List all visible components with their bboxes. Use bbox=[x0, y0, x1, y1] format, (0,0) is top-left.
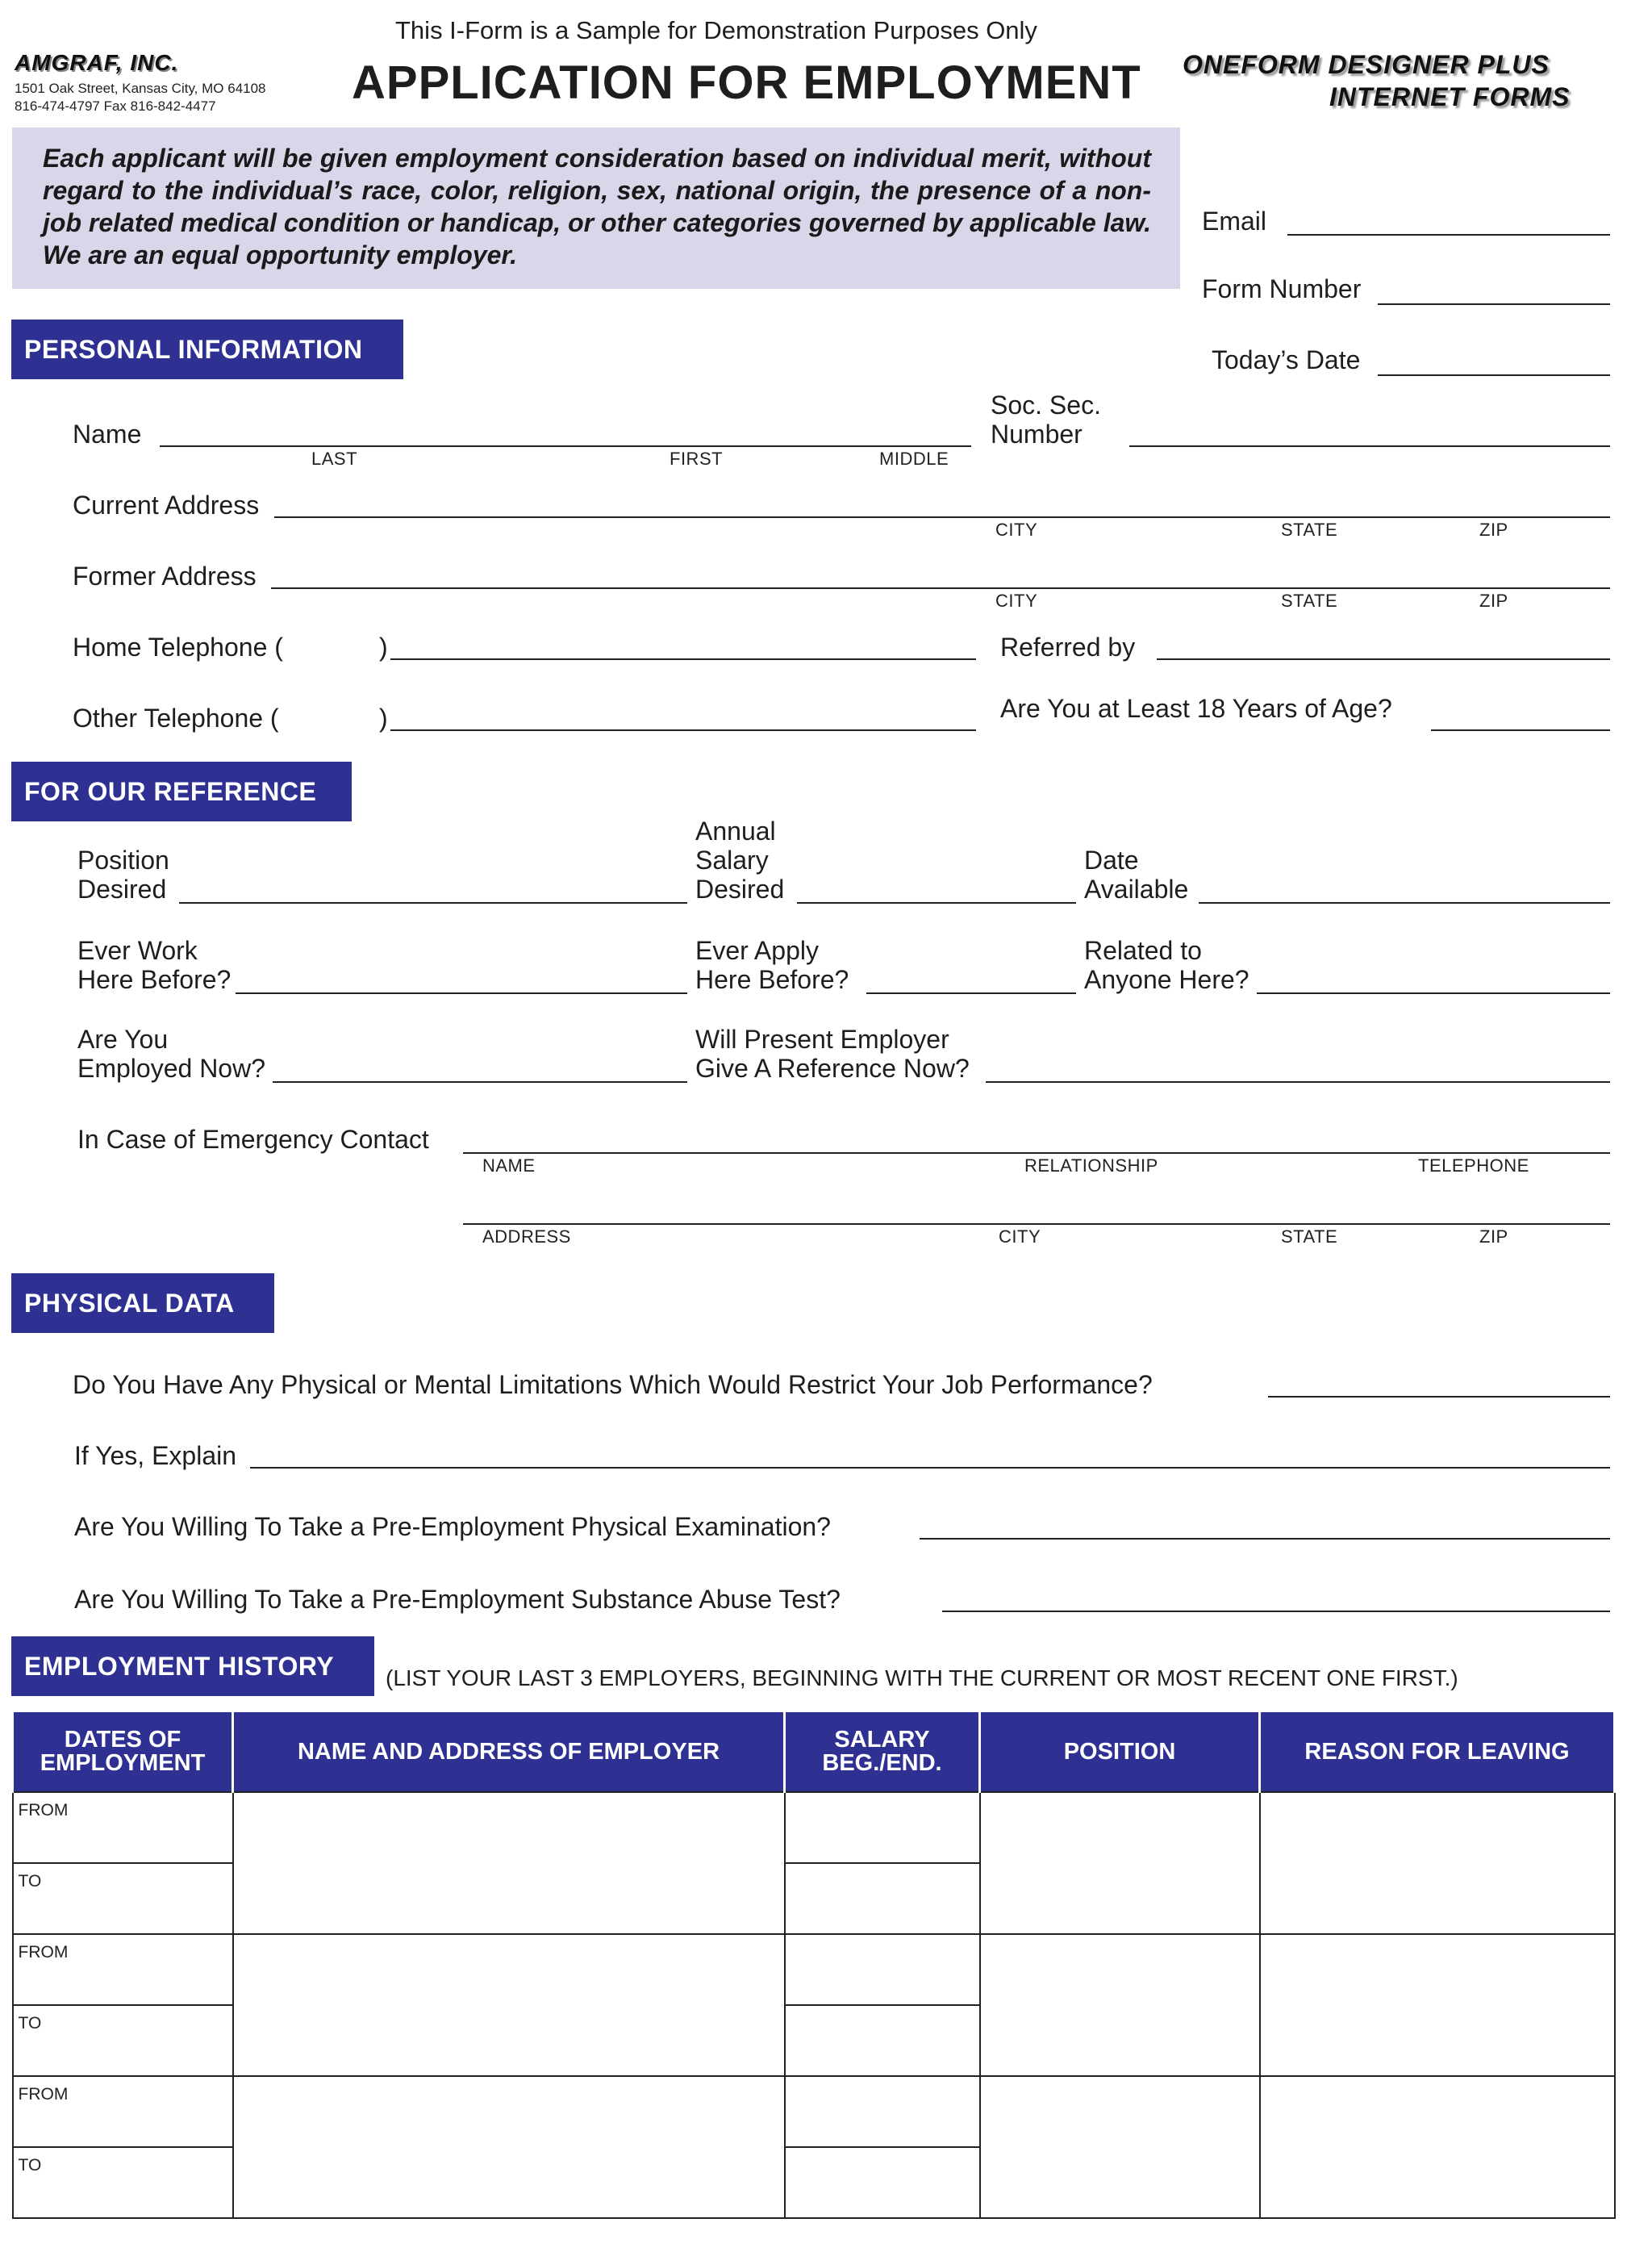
table-row bbox=[13, 1792, 1615, 1863]
table-row bbox=[13, 1934, 1615, 2005]
emergency-contact-field[interactable] bbox=[463, 1152, 1610, 1154]
name-sub-first: FIRST bbox=[670, 449, 724, 469]
former-address-sub-city: CITY bbox=[995, 591, 1038, 611]
section-for-our-reference: FOR OUR REFERENCE bbox=[11, 762, 352, 821]
form-number-field[interactable] bbox=[1378, 303, 1610, 305]
sample-note: This I-Form is a Sample for Demonstration Purposes Only bbox=[395, 16, 1037, 44]
company-logo: AMGRAF, INC. bbox=[15, 50, 179, 75]
former-address-sub-state: STATE bbox=[1281, 591, 1338, 611]
emergency-sub-telephone: TELEPHONE bbox=[1418, 1155, 1529, 1176]
reason-cell-3[interactable] bbox=[1260, 2076, 1615, 2218]
ever-apply-label-1: Ever Apply bbox=[695, 936, 819, 965]
name-sub-last: LAST bbox=[311, 449, 358, 469]
position-desired-field[interactable] bbox=[179, 902, 687, 904]
current-address-label: Current Address bbox=[73, 491, 260, 520]
employment-history-note: (LIST YOUR LAST 3 EMPLOYERS, BEGINNING WITH THE CURRENT OR MOST RECENT ONE FIRST.) bbox=[386, 1665, 1458, 1690]
brand-line-1: ONEFORM DESIGNER PLUS bbox=[1183, 50, 1550, 79]
name-label: Name bbox=[73, 420, 142, 449]
referred-by-label: Referred by bbox=[1000, 633, 1136, 662]
current-address-sub-city: CITY bbox=[995, 520, 1038, 540]
salary-beg-cell-1[interactable] bbox=[785, 1792, 980, 1863]
reason-cell-1[interactable] bbox=[1260, 1792, 1615, 1934]
to-label: TO bbox=[18, 2014, 42, 2033]
from-date-cell-3[interactable] bbox=[13, 2076, 233, 2147]
other-telephone-field[interactable] bbox=[390, 729, 976, 731]
email-field[interactable] bbox=[1287, 234, 1610, 236]
ssn-label-line1: Soc. Sec. bbox=[991, 391, 1101, 420]
present-employer-label-1: Will Present Employer bbox=[695, 1025, 949, 1054]
referred-by-field[interactable] bbox=[1157, 658, 1610, 660]
emergency-address-field[interactable] bbox=[463, 1223, 1610, 1225]
to-date-cell-2[interactable] bbox=[13, 2005, 233, 2076]
from-label: FROM bbox=[18, 1801, 69, 1820]
salary-desired-label-2: Salary bbox=[695, 846, 769, 875]
current-address-sub-state: STATE bbox=[1281, 520, 1338, 540]
emergency-sub-relationship: RELATIONSHIP bbox=[1024, 1155, 1158, 1176]
employment-history-table bbox=[11, 1712, 1616, 2219]
salary-desired-label-3: Desired bbox=[695, 875, 785, 904]
employer-cell-1[interactable] bbox=[233, 1792, 785, 1934]
email-label: Email bbox=[1202, 207, 1267, 236]
limitations-question: Do You Have Any Physical or Mental Limitations Which Would Restrict Your Job Performance? bbox=[73, 1370, 1153, 1399]
col-dates-line-1: DATES OF bbox=[64, 1727, 181, 1753]
todays-date-field[interactable] bbox=[1378, 374, 1610, 376]
ever-work-label-1: Ever Work bbox=[77, 936, 198, 965]
salary-end-cell-2[interactable] bbox=[785, 2005, 980, 2076]
date-available-label-2: Available bbox=[1084, 875, 1189, 904]
col-salary-line-2: BEG./END. bbox=[822, 1750, 942, 1776]
limitations-field[interactable] bbox=[1268, 1396, 1610, 1398]
physical-exam-field[interactable] bbox=[920, 1538, 1610, 1540]
salary-desired-label-1: Annual bbox=[695, 817, 776, 846]
col-position: POSITION bbox=[980, 1712, 1260, 1792]
emergency-sub-zip: ZIP bbox=[1479, 1226, 1508, 1247]
other-telephone-label: Other Telephone ( bbox=[73, 704, 279, 733]
related-field[interactable] bbox=[1257, 992, 1610, 994]
page-title: APPLICATION FOR EMPLOYMENT bbox=[352, 56, 1141, 109]
former-address-field[interactable] bbox=[271, 587, 1610, 589]
home-telephone-label: Home Telephone ( bbox=[73, 633, 283, 662]
from-date-cell-2[interactable] bbox=[13, 1934, 233, 2005]
eeo-notice-box bbox=[12, 127, 1180, 289]
col-salary-line-1: SALARY bbox=[834, 1727, 930, 1753]
to-date-cell-1[interactable] bbox=[13, 1863, 233, 1934]
explain-field[interactable] bbox=[250, 1467, 1610, 1469]
eeo-notice-text: Each applicant will be given employment consideration based on individual merit, without regard to the individual’s race, color, religion, sex, national origin, the presence of a non-job related medical condition or handicap, or other categories governed by applicable law. We are an equal opportunity employer. bbox=[43, 144, 1151, 269]
company-phone: 816-474-4797 Fax 816-842-4477 bbox=[15, 98, 216, 114]
employer-cell-2[interactable] bbox=[233, 1934, 785, 2076]
position-desired-label-2: Desired bbox=[77, 875, 167, 904]
other-telephone-paren: ) bbox=[379, 704, 388, 733]
substance-test-field[interactable] bbox=[942, 1611, 1610, 1612]
salary-end-cell-3[interactable] bbox=[785, 2147, 980, 2218]
col-dates-of-employment bbox=[13, 1712, 233, 1792]
employed-now-label-1: Are You bbox=[77, 1025, 169, 1054]
name-sub-middle: MIDDLE bbox=[879, 449, 949, 469]
present-employer-label-2: Give A Reference Now? bbox=[695, 1054, 970, 1083]
form-number-label: Form Number bbox=[1202, 274, 1362, 303]
col-employer: NAME AND ADDRESS OF EMPLOYER bbox=[233, 1712, 785, 1792]
from-label: FROM bbox=[18, 2085, 69, 2104]
emergency-sub-address: ADDRESS bbox=[482, 1226, 571, 1247]
current-address-sub-zip: ZIP bbox=[1479, 520, 1508, 540]
ever-apply-label-2: Here Before? bbox=[695, 965, 849, 994]
to-label: TO bbox=[18, 1872, 42, 1891]
substance-test-question: Are You Willing To Take a Pre-Employment Substance Abuse Test? bbox=[74, 1585, 841, 1614]
section-personal-information: PERSONAL INFORMATION bbox=[11, 320, 403, 379]
emergency-contact-label: In Case of Emergency Contact bbox=[77, 1125, 429, 1154]
emergency-sub-state: STATE bbox=[1281, 1226, 1338, 1247]
age-question-label: Are You at Least 18 Years of Age? bbox=[1000, 694, 1392, 723]
position-cell-3[interactable] bbox=[980, 2076, 1260, 2218]
ssn-label-line2: Number bbox=[991, 420, 1083, 449]
to-date-cell-3[interactable] bbox=[13, 2147, 233, 2218]
employed-now-field[interactable] bbox=[273, 1081, 687, 1083]
reason-cell-2[interactable] bbox=[1260, 1934, 1615, 2076]
from-date-cell-1[interactable] bbox=[13, 1792, 233, 1863]
position-cell-1[interactable] bbox=[980, 1792, 1260, 1934]
col-dates-line-2: EMPLOYMENT bbox=[40, 1750, 206, 1776]
col-reason-for-leaving: REASON FOR LEAVING bbox=[1260, 1712, 1615, 1792]
date-available-field[interactable] bbox=[1199, 902, 1610, 904]
current-address-field[interactable] bbox=[274, 516, 1610, 518]
former-address-sub-zip: ZIP bbox=[1479, 591, 1508, 611]
home-telephone-field[interactable] bbox=[390, 658, 976, 660]
section-physical-data: PHYSICAL DATA bbox=[11, 1273, 274, 1333]
section-employment-history: EMPLOYMENT HISTORY bbox=[11, 1636, 374, 1696]
col-salary bbox=[785, 1712, 980, 1792]
from-label: FROM bbox=[18, 1943, 69, 1962]
salary-desired-field[interactable] bbox=[797, 902, 1076, 904]
position-desired-label-1: Position bbox=[77, 846, 169, 875]
salary-beg-cell-2[interactable] bbox=[785, 1934, 980, 2005]
date-available-label-1: Date bbox=[1084, 846, 1139, 875]
brand-line-2: INTERNET FORMS bbox=[1329, 82, 1571, 111]
age-question-field[interactable] bbox=[1431, 729, 1610, 731]
ever-apply-field[interactable] bbox=[866, 992, 1076, 994]
ssn-field[interactable] bbox=[1129, 445, 1610, 447]
physical-exam-question: Are You Willing To Take a Pre-Employment Physical Examination? bbox=[74, 1512, 831, 1541]
company-address: 1501 Oak Street, Kansas City, MO 64108 bbox=[15, 81, 266, 96]
todays-date-label: Today’s Date bbox=[1212, 345, 1361, 374]
employed-now-label-2: Employed Now? bbox=[77, 1054, 265, 1083]
to-label: TO bbox=[18, 2156, 42, 2175]
related-label-1: Related to bbox=[1084, 936, 1202, 965]
related-label-2: Anyone Here? bbox=[1084, 965, 1249, 994]
employer-cell-3[interactable] bbox=[233, 2076, 785, 2218]
present-employer-field[interactable] bbox=[986, 1081, 1610, 1083]
table-row bbox=[13, 2076, 1615, 2147]
former-address-label: Former Address bbox=[73, 562, 257, 591]
salary-beg-cell-3[interactable] bbox=[785, 2076, 980, 2147]
name-field[interactable] bbox=[160, 445, 971, 447]
explain-label: If Yes, Explain bbox=[74, 1441, 237, 1470]
ever-work-field[interactable] bbox=[236, 992, 687, 994]
emergency-sub-city: CITY bbox=[999, 1226, 1041, 1247]
ever-work-label-2: Here Before? bbox=[77, 965, 232, 994]
salary-end-cell-1[interactable] bbox=[785, 1863, 980, 1934]
emergency-sub-name: NAME bbox=[482, 1155, 536, 1176]
position-cell-2[interactable] bbox=[980, 1934, 1260, 2076]
home-telephone-paren: ) bbox=[379, 633, 388, 662]
